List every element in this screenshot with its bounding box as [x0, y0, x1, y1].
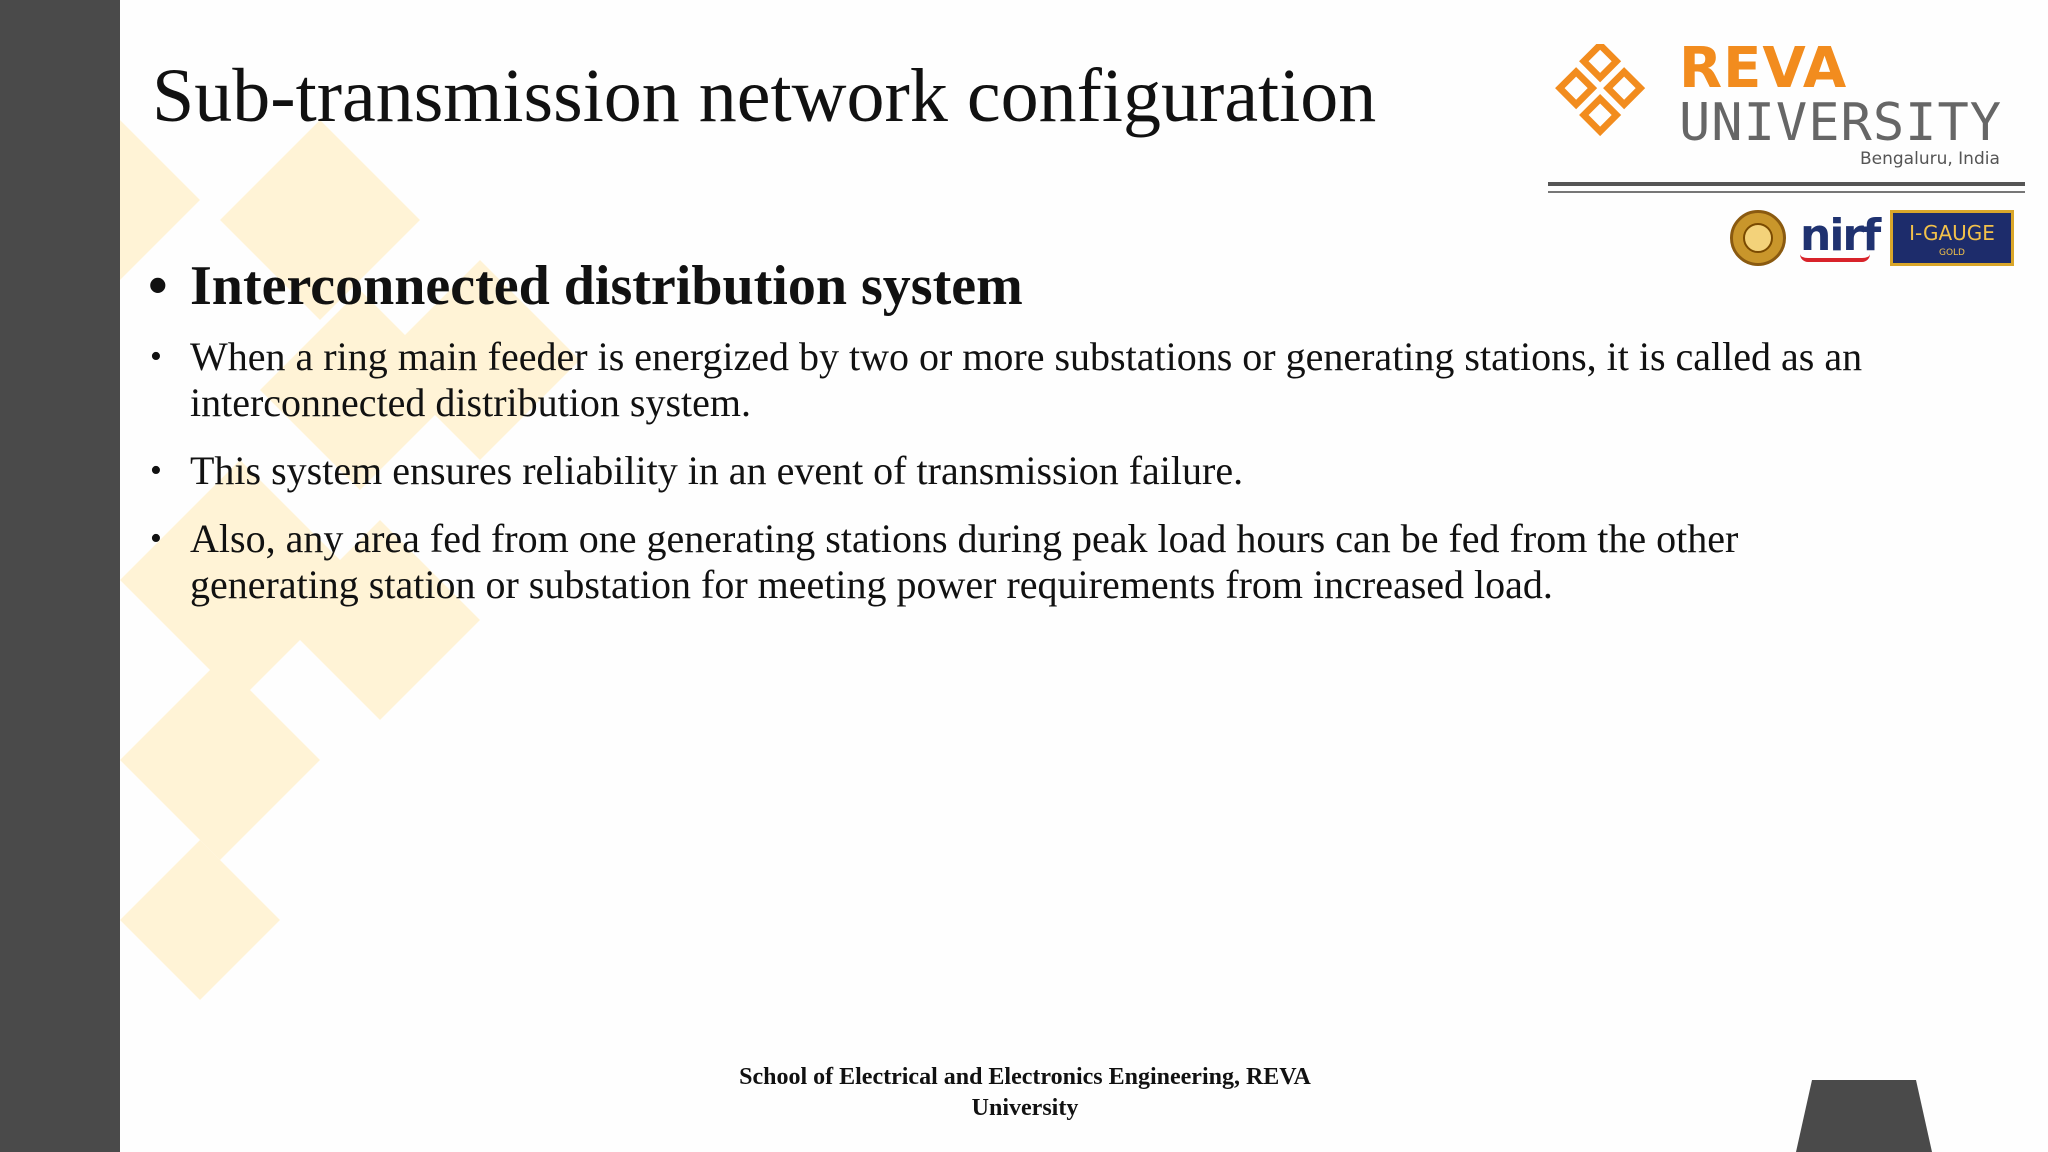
- slide-title: Sub-transmission network configuration: [152, 54, 1377, 138]
- igauge-badge-sub: GOLD: [1938, 248, 1965, 258]
- section-heading-text: Interconnected distribution system: [190, 255, 1023, 317]
- section-heading: [148, 250, 1888, 322]
- left-side-bar: [0, 0, 120, 1152]
- corner-trapezoid-decoration: [1796, 1080, 1932, 1152]
- igauge-badge-label: I-GAUGE: [1909, 221, 1995, 245]
- slide-content: [148, 250, 1888, 630]
- heading-bullet: •: [148, 255, 168, 317]
- nirf-badge: nirf: [1800, 210, 1880, 261]
- logo-name-bottom: UNIVERSITY: [1679, 93, 2003, 153]
- logo-emblem-icon: [1555, 44, 1651, 140]
- bullet-item: [148, 334, 1888, 426]
- bullet-marker: •: [150, 452, 162, 489]
- bullet-text: This system ensures reliability in an event of transmission failure.: [190, 448, 1244, 493]
- logo-divider-thin: [1548, 191, 2025, 193]
- slide-footer: School of Electrical and Electronics Engineering, REVA University: [739, 1064, 1311, 1121]
- bullet-text: When a ring main feeder is energized by two or more substations or generating stations, it is called as an interconnected distribution system.: [190, 334, 1863, 425]
- bullet-marker: •: [150, 520, 162, 557]
- bullet-item: [148, 448, 1888, 494]
- logo-location: Bengaluru, India: [1860, 149, 2000, 169]
- bullet-item: [148, 516, 1888, 608]
- logo-divider: [1548, 182, 2025, 186]
- aicte-badge-center: [1743, 223, 1773, 253]
- igauge-badge: [1890, 210, 2014, 266]
- bullet-marker: •: [150, 338, 162, 375]
- logo-name-top: REVA: [1679, 36, 1848, 101]
- bullet-text: Also, any area fed from one generating stations during peak load hours can be fed from the other generating station or substation for meeting power requirements from increased load.: [190, 516, 1739, 607]
